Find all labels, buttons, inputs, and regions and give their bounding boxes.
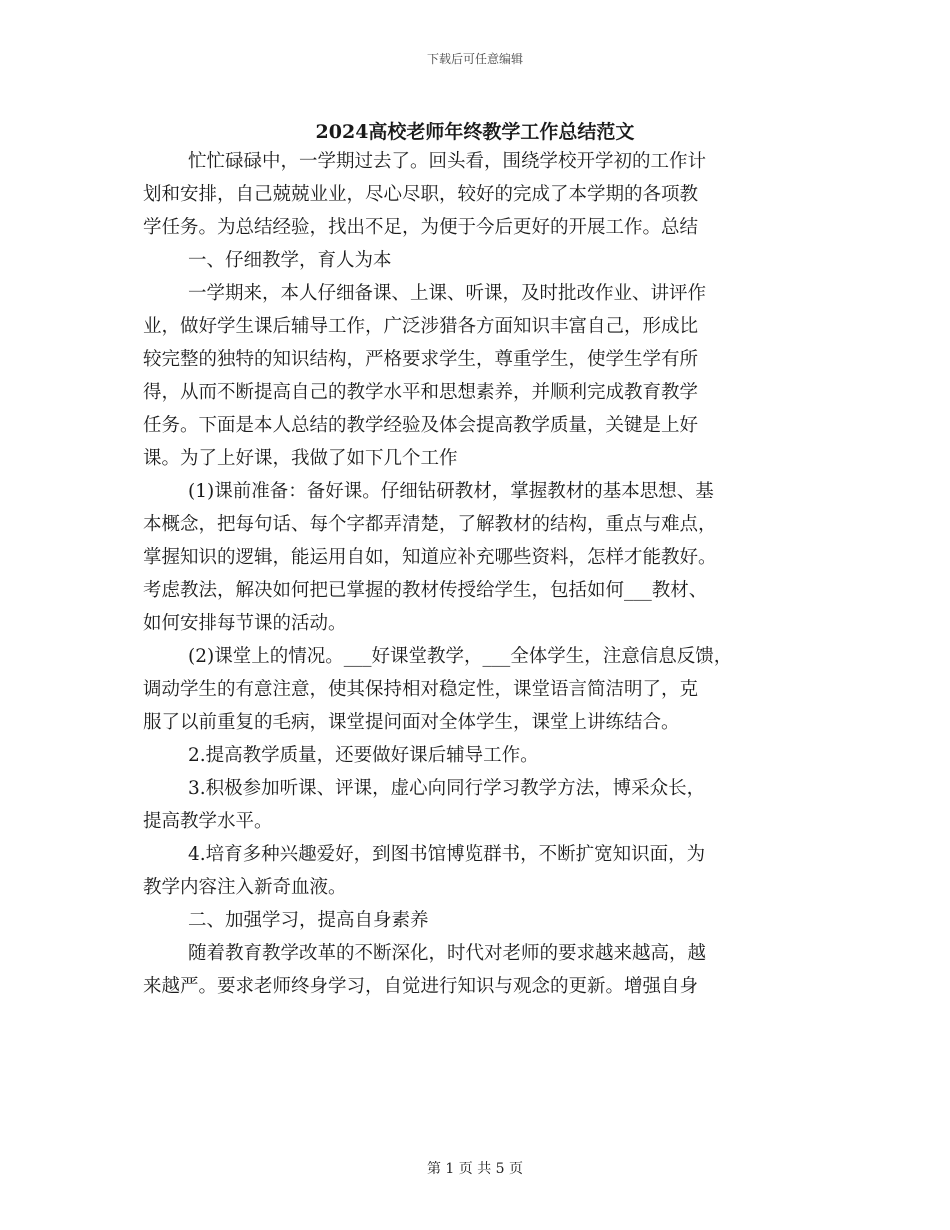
text-line: 调动学生的有意注意，使其保持相对稳定性，课堂语言简洁明了，克: [143, 679, 699, 700]
text-line: 课。为了上好课，我做了如下几个工作: [143, 448, 458, 469]
text-line: 本概念，把每句话、每个字都弄清楚，了解教材的结构，重点与难点，: [143, 514, 717, 535]
text-line: 任务。下面是本人总结的教学经验及体会提高教学质量，关键是上好: [143, 415, 699, 436]
text-line: 考虑教法，解决如何把已掌握的教材传授给学生，包括如何___教材、: [143, 580, 708, 601]
text-line: 得，从而不断提高自己的教学水平和思想素养，并顺利完成教育教学: [143, 382, 699, 403]
text-line: 来越严。要求老师终身学习，自觉进行知识与观念的更新。增强自身: [143, 976, 699, 997]
text-line: 4.培育多种兴趣爱好，到图书馆博览群书，不断扩宽知识面，为: [188, 844, 706, 865]
document-body: [143, 145, 823, 1003]
text-line: 学任务。为总结经验，找出不足，为便于今后更好的开展工作。总结: [143, 217, 699, 238]
document-title: 2024高校老师年终教学工作总结范文: [315, 121, 635, 143]
text-line: 如何安排每节课的活动。: [143, 613, 347, 634]
text-line: 随着教育教学改革的不断深化，时代对老师的要求越来越高，越: [188, 943, 707, 964]
text-line: (2)课堂上的情况。___好课堂教学，___全体学生，注意信息反馈，: [188, 646, 733, 667]
text-line: 掌握知识的逻辑，能运用自如，知道应补充哪些资料，怎样才能教好。: [143, 547, 717, 568]
text-line: 二、加强学习，提高自身素养: [188, 910, 429, 931]
text-line: 服了以前重复的毛病，课堂提问面对全体学生，课堂上讲练结合。: [143, 712, 680, 733]
text-line: 划和安排，自己兢兢业业，尽心尽职，较好的完成了本学期的各项教: [143, 184, 699, 205]
text-line: 一、仔细教学，育人为本: [188, 250, 392, 271]
text-line: 忙忙碌碌中，一学期过去了。回头看，围绕学校开学初的工作计: [188, 151, 707, 172]
page-header: 下载后可任意编辑: [426, 52, 523, 66]
text-line: 提高教学水平。: [143, 811, 273, 832]
text-line: 3.积极参加听课、评课，虚心向同行学习教学方法，博采众长，: [188, 778, 706, 799]
text-line: 2.提高教学质量，还要做好课后辅导工作。: [188, 745, 539, 766]
text-line: (1)课前准备：备好课。仔细钻研教材，掌握教材的基本思想、基: [188, 481, 714, 502]
text-line: 较完整的独特的知识结构，严格要求学生，尊重学生，使学生学有所: [143, 349, 699, 370]
text-line: 业，做好学生课后辅导工作，广泛涉猎各方面知识丰富自己，形成比: [143, 316, 699, 337]
text-line: 一学期来，本人仔细备课、上课、听课，及时批改作业、讲评作: [188, 283, 707, 304]
text-line: 教学内容注入新奇血液。: [143, 877, 347, 898]
page-footer: 第 1 页 共 5 页: [426, 1161, 524, 1177]
